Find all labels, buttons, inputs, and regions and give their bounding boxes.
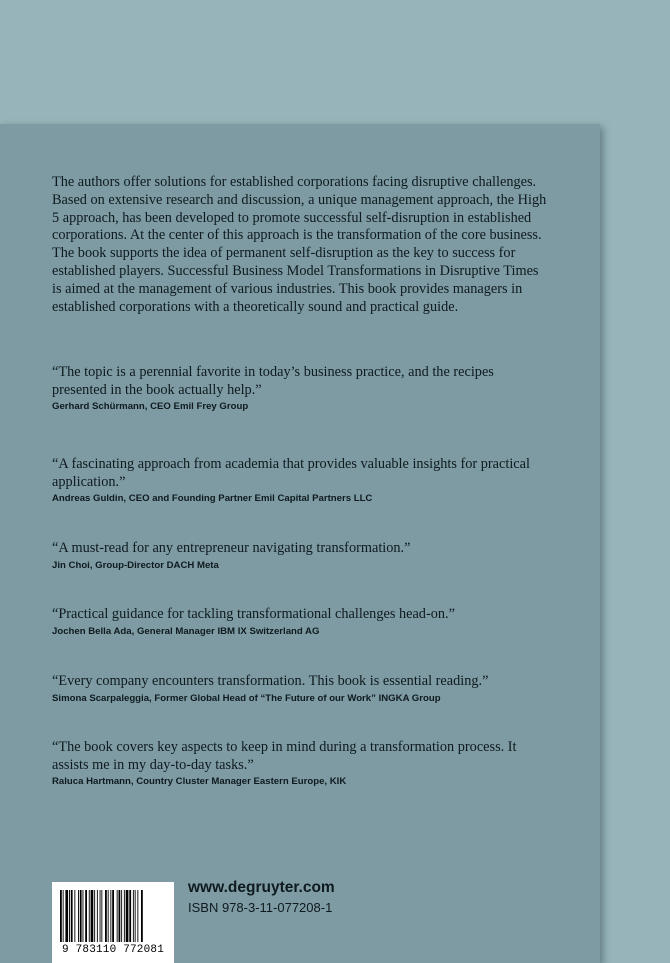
testimonial-author: Andreas Guldin, CEO and Founding Partner Emil Capital Partners LLC <box>52 493 373 504</box>
testimonial-6 <box>52 739 552 788</box>
testimonial-text: “The book covers key aspects to keep in mind during a transformation process. It assists me in my day-to-day tasks.” <box>52 739 517 773</box>
barcode-bar-0 <box>60 890 62 942</box>
book-description: The authors offer solutions for established corporations facing disruptive challenges. Based on extensive research and discussion, a unique management approach, the High 5 approach, has been developed to promote successful self-disruption in established corporations. At the center of this approach is the transformation of the core business. The book supports the idea of permanent self-disruption as the key to success for established players. Successful Business Model Transformations in Disruptive Times is aimed at the management of various industries. This book provides managers in established corporations with a theoretically sound and practical guide. <box>52 174 547 315</box>
testimonial-2 <box>52 456 552 505</box>
barcode-bar-29 <box>141 890 143 942</box>
barcode-bar-6 <box>78 890 79 942</box>
barcode-bar-28 <box>137 890 138 942</box>
barcode-bar-14 <box>100 890 101 942</box>
isbn-barcode <box>52 882 174 963</box>
testimonial-1 <box>52 364 552 413</box>
barcode-bar-22 <box>121 890 122 942</box>
testimonial-3 <box>52 540 552 572</box>
barcode-bar-1 <box>63 890 64 942</box>
isbn-number: ISBN 978-3-11-077208-1 <box>188 900 333 915</box>
barcode-bar-13 <box>97 890 98 942</box>
testimonial-author: Jin Choi, Group-Director DACH Meta <box>52 559 219 571</box>
barcode-bar-5 <box>74 890 75 942</box>
barcode-bar-21 <box>119 890 121 942</box>
barcode-bar-19 <box>112 890 114 942</box>
testimonial-author: Simona Scarpaleggia, Former Global Head of “The Future of our Work” INGKA Group <box>52 692 441 704</box>
barcode-bars <box>60 890 168 942</box>
barcode-bar-9 <box>85 890 87 942</box>
testimonial-text: “The topic is a perennial favorite in today’s business practice, and the recipes presented in the book actually help.” <box>52 364 494 398</box>
testimonial-author: Raluca Hartmann, Country Cluster Manager Eastern Europe, KIK <box>52 776 347 787</box>
barcode-bar-7 <box>80 890 82 942</box>
barcode-bar-8 <box>83 890 84 942</box>
barcode-bar-4 <box>71 890 73 942</box>
barcode-bar-23 <box>124 890 125 942</box>
barcode-bar-27 <box>135 890 136 942</box>
barcode-bar-18 <box>110 890 111 942</box>
testimonial-text: “A must-read for any entrepreneur navigating transformation.” <box>52 540 411 556</box>
barcode-bar-20 <box>117 890 118 942</box>
barcode-bar-11 <box>91 890 94 942</box>
barcode-bar-26 <box>133 890 134 942</box>
testimonial-author: Gerhard Schürmann, CEO Emil Frey Group <box>52 401 249 412</box>
barcode-number: 9 783110 772081 <box>61 944 165 956</box>
barcode-bar-2 <box>65 890 68 942</box>
barcode-bar-3 <box>69 890 70 942</box>
barcode-bar-10 <box>89 890 90 942</box>
barcode-bar-17 <box>108 890 109 942</box>
barcode-bar-25 <box>129 890 131 942</box>
testimonial-text: “Every company encounters transformation. This book is essential reading.” <box>52 673 489 689</box>
testimonial-text: “A fascinating approach from academia that provides valuable insights for practical application.” <box>52 456 530 490</box>
testimonial-5 <box>52 673 552 705</box>
barcode-bar-12 <box>94 890 95 942</box>
barcode-bar-16 <box>105 890 107 942</box>
barcode-bar-24 <box>126 890 129 942</box>
testimonial-4 <box>52 606 552 638</box>
testimonial-author: Jochen Bella Ada, General Manager IBM IX Switzerland AG <box>52 625 320 637</box>
testimonial-text: “Practical guidance for tackling transformational challenges head-on.” <box>52 606 455 622</box>
publisher-website: www.degruyter.com <box>188 879 335 896</box>
barcode-bar-15 <box>101 890 102 942</box>
